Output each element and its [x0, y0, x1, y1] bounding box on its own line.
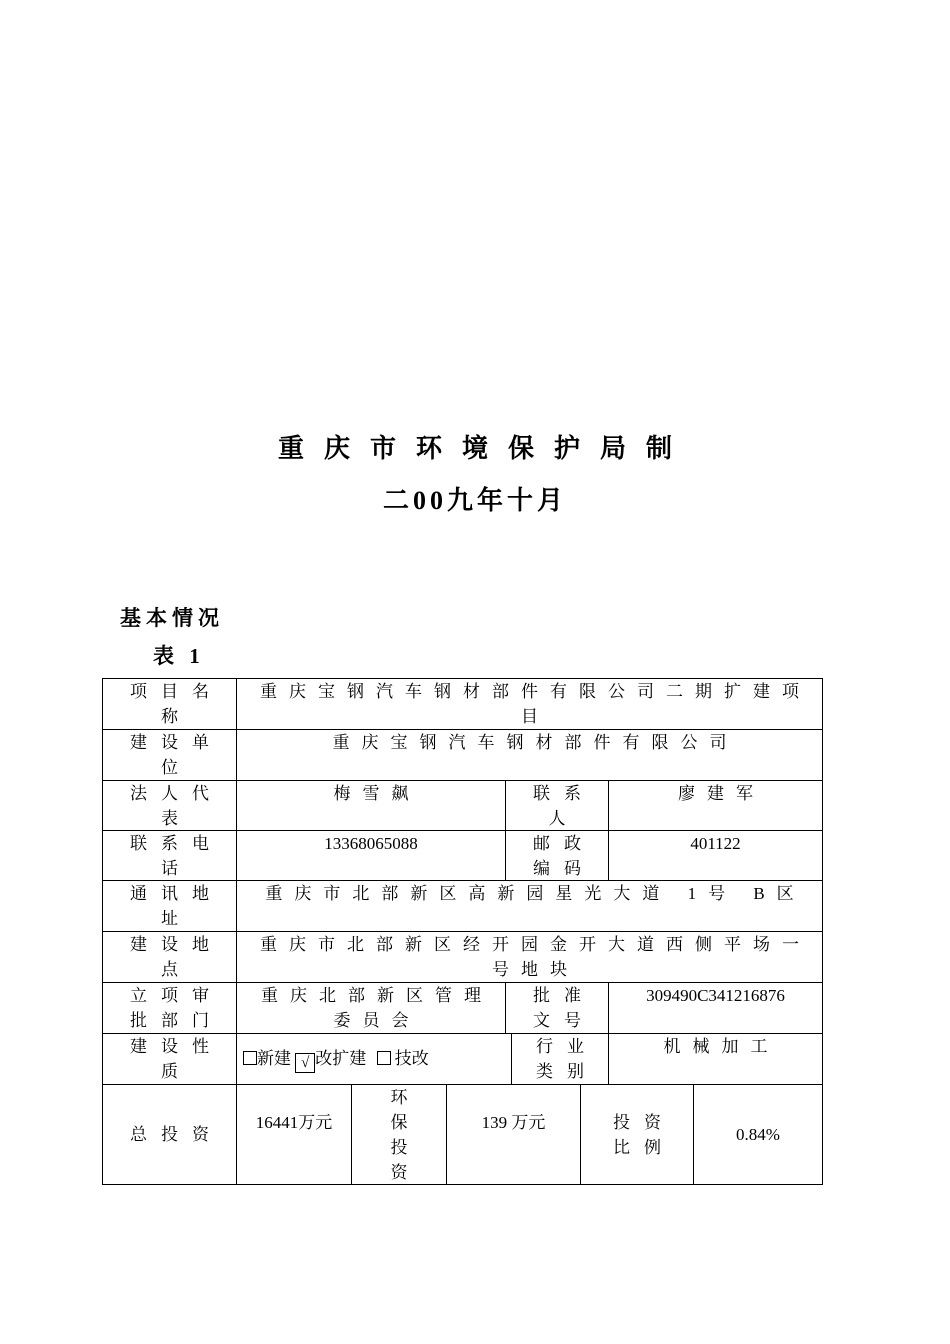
address-label: 通讯地址: [103, 880, 236, 931]
ratio-label: 投资比例: [580, 1084, 693, 1184]
header-date: 二00九年十月: [382, 486, 567, 515]
approval-no-label: 批准文号: [505, 982, 608, 1033]
nature-options: [236, 1033, 511, 1084]
unit-label: 建设单位: [103, 729, 236, 780]
table-title: 表 1: [153, 644, 205, 668]
basic-info-table: [102, 678, 823, 1185]
approval-no-value: 309490C341216876: [608, 982, 822, 1033]
legal-rep-label: 法人代表: [103, 780, 236, 830]
postcode-label: 邮政编码: [505, 830, 608, 880]
industry-label: 行业类别: [511, 1033, 608, 1084]
checkbox-tech[interactable]: [377, 1051, 391, 1065]
address-value: 重庆市北部新区高新园星光大道 1号 B区: [236, 880, 822, 931]
nature-opt-tech: 技改: [394, 1049, 429, 1068]
project-name-value: 重庆宝钢汽车钢材部件有限公司二期扩建项目: [236, 679, 822, 730]
phone-value: 13368065088: [236, 830, 505, 880]
site-value: 重庆市北部新区经开园金开大道西侧平场一号地块: [236, 931, 822, 982]
env-invest-label: 环保投资: [351, 1084, 446, 1184]
approval-dept-label: 立项审批部门: [103, 982, 236, 1033]
contact-label: 联系人: [505, 780, 608, 830]
checkbox-new[interactable]: [243, 1051, 257, 1065]
checkbox-expand[interactable]: √: [295, 1053, 315, 1073]
legal-rep-value: 梅雪飙: [236, 780, 505, 830]
invest-label: 总投资: [103, 1084, 236, 1184]
approval-dept-value: 重庆北部新区管理委员会: [236, 982, 505, 1033]
header-org: 重庆市环境保护局制: [277, 434, 692, 463]
env-invest-value: 139 万元: [446, 1084, 580, 1184]
site-label: 建设地点: [103, 931, 236, 982]
contact-value: 廖建军: [608, 780, 822, 830]
nature-label: 建设性质: [103, 1033, 236, 1084]
phone-label: 联系电话: [103, 830, 236, 880]
industry-value: 机械加工: [608, 1033, 822, 1084]
unit-value: 重庆宝钢汽车钢材部件有限公司: [236, 729, 822, 780]
nature-opt-expand: 改扩建: [315, 1049, 367, 1068]
postcode-value: 401122: [608, 830, 822, 880]
ratio-value: 0.84%: [693, 1084, 822, 1184]
nature-opt-new: 新建: [257, 1049, 291, 1068]
section-title: 基本情况: [120, 606, 224, 630]
project-name-label: 项目名称: [130, 682, 223, 726]
invest-value: 16441万元: [236, 1084, 351, 1184]
